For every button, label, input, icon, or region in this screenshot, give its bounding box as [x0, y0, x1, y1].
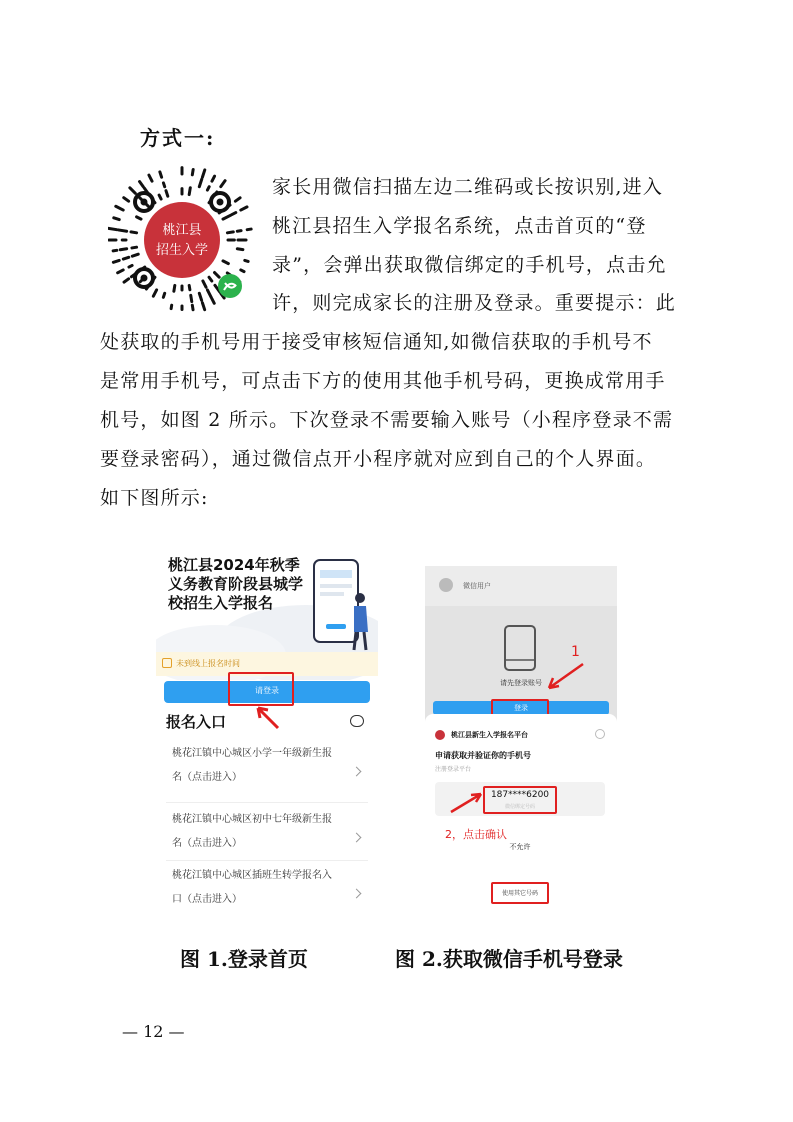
platform-name: 桃江县新生入学报名平台 — [451, 731, 528, 739]
phone-subtitle: 微信绑定号码 — [504, 804, 535, 810]
red-arrow-icon — [449, 790, 485, 814]
chevron-right-icon — [352, 767, 362, 777]
figure2-screenshot — [425, 566, 617, 916]
entry-item-junior[interactable]: 桃花江镇中心城区初中七年级新生报 名（点击进入） — [172, 814, 332, 849]
request-title: 申请获取并验证你的手机号 — [435, 751, 531, 760]
page-number: — 12 — — [122, 1022, 185, 1041]
request-subtitle: 注册登录平台 — [435, 766, 472, 773]
login-prompt: 请先登录账号 — [500, 679, 542, 687]
phone-number: 187****6200 — [490, 790, 550, 800]
paragraph-line: 要登录密码），通过微信点开小程序就对应到自己的个人界面。 — [100, 448, 657, 470]
login-highlight-box — [228, 672, 294, 706]
paragraph-line: 处获取的手机号用于接受审核短信通知,如微信获取的手机号不 — [100, 331, 653, 353]
figure1-caption: 图 1.登录首页 — [180, 947, 308, 971]
figure1-screenshot — [156, 540, 378, 916]
paragraph-line: 录”，会弹出获取微信绑定的手机号，点击允 — [272, 254, 667, 276]
info-icon[interactable] — [595, 729, 605, 739]
red-arrow-icon — [543, 660, 589, 694]
annotation-2: 2，点击确认 — [445, 828, 507, 841]
paragraph-line: 桃江县招生入学报名系统，点击首页的“登 — [272, 215, 647, 237]
entry-item-transfer[interactable]: 桃花江镇中心城区插班生转学报名入 口（点击进入） — [172, 870, 332, 905]
figure1-title: 桃江县2024年秋季 义务教育阶段县城学 校招生入学报名 — [168, 556, 304, 612]
wechat-miniprogram-icon — [218, 274, 242, 298]
qr-label-line2: 招生入学 — [155, 243, 209, 258]
paragraph-line: 是常用手机号，可点击下方的使用其他手机号码，更换成常用手 — [100, 370, 666, 392]
login-button[interactable]: 请登录 — [164, 681, 370, 703]
user-bar — [425, 566, 617, 606]
paragraph-line: 许，则完成家长的注册及登录。重要提示：此 — [272, 292, 677, 314]
entry-item-primary[interactable]: 桃花江镇中心城区小学一年级新生报 名（点击进入） — [172, 748, 332, 783]
paragraph-line: 家长用微信扫描左边二维码或长按识别,进入 — [272, 176, 664, 198]
wechat-login-button[interactable]: 登录 — [433, 701, 609, 715]
speaker-icon — [162, 658, 172, 668]
avatar — [439, 578, 453, 592]
red-arrow-icon — [252, 702, 282, 732]
chevron-right-icon — [352, 833, 362, 843]
person-illustration-icon — [355, 593, 365, 603]
divider — [166, 860, 368, 861]
phone-outline-icon — [503, 624, 537, 672]
annotation-1: 1 — [571, 644, 580, 660]
chevron-right-icon — [352, 889, 362, 899]
phone-auth-sheet — [425, 714, 617, 916]
qr-label-line1: 桃江县 — [162, 223, 202, 238]
entry-heading: 报名入口 — [166, 713, 227, 731]
notice-text: 未到线上报名时间 — [176, 659, 240, 668]
qr-code-graphic — [108, 166, 256, 314]
divider — [166, 802, 368, 803]
platform-logo-icon — [435, 730, 445, 740]
paragraph-line: 机号，如图 2 所示。下次登录不需要输入账号（小程序登录不需 — [100, 409, 674, 431]
user-label: 微信用户 — [463, 582, 491, 590]
figure2-caption: 图 2.获取微信手机号登录 — [395, 947, 623, 971]
chat-icon[interactable] — [350, 715, 364, 727]
phone-highlight-box — [483, 786, 557, 814]
qr-code[interactable] — [108, 166, 256, 314]
paragraph-line: 如下图所示: — [100, 487, 209, 509]
other-phone-button[interactable]: 使用其它号码 — [491, 882, 549, 904]
qr-center-badge — [144, 202, 220, 278]
section-heading: 方式一: — [140, 126, 216, 150]
deny-button[interactable]: 不允许 — [509, 843, 531, 851]
